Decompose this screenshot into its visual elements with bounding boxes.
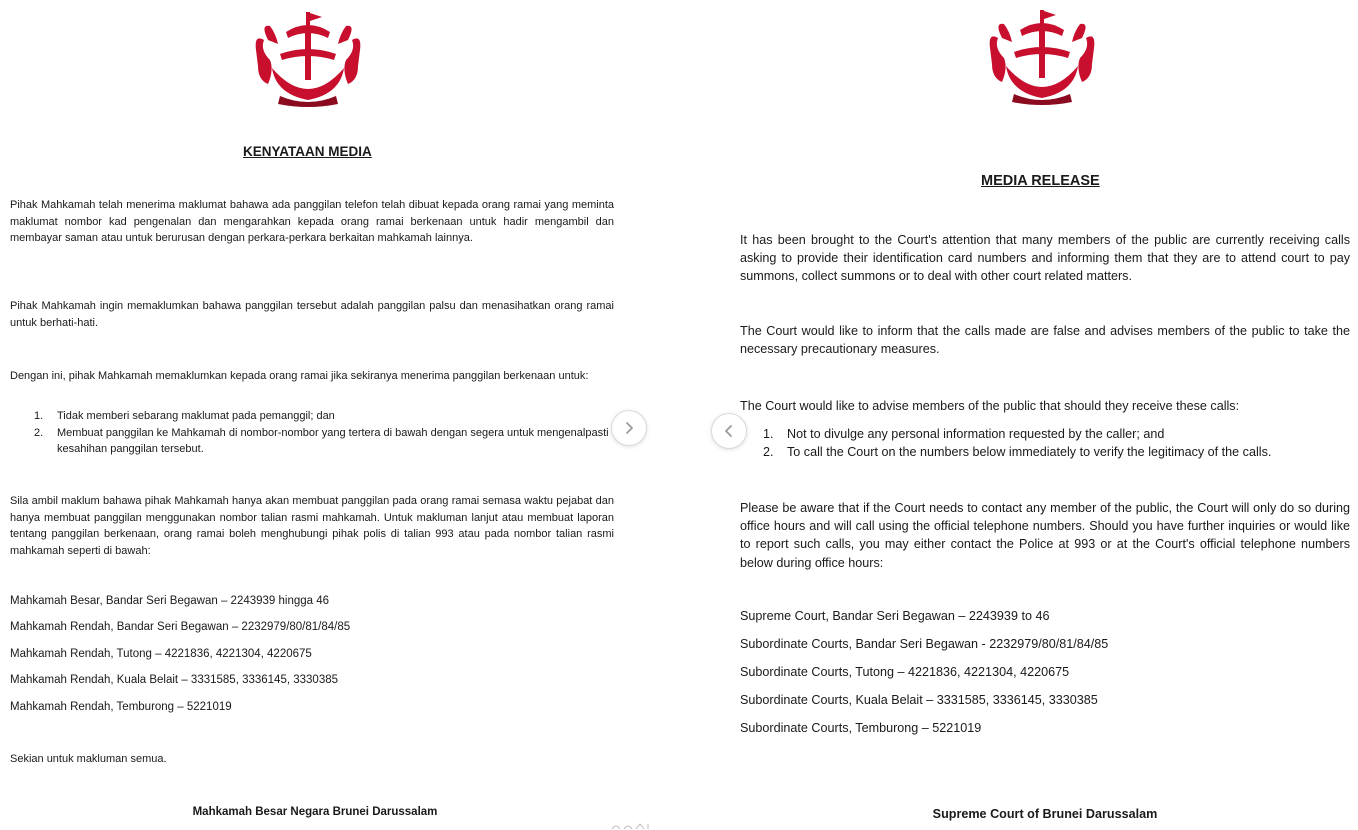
contact-line: Mahkamah Besar, Bandar Seri Begawan – 2243939 hingga 46 [10,595,330,607]
list-item-number: 2. [763,445,774,460]
paragraph-2: The Court would like to inform that the calls made are false and advises members of the public to take the necessary precautionary measures. [740,324,1350,357]
list-item-number: 1. [763,427,774,441]
issuer-footer: Supreme Court of Brunei Darussalam [932,807,1158,821]
watermark-fragment-icon [610,822,654,830]
list-item-text: Membuat panggilan ke Mahkamah di nombor-nombor yang tertera di bawah dengan segera untuk mengenalpasti kesahihan panggilan tersebut. [57,426,609,455]
slide-malay [0,0,640,830]
list-item-text: Tidak memberi sebarang maklumat pada pemanggil; dan [57,410,335,422]
list-item-text: To call the Court on the numbers below immediately to verify the legitimacy of the calls. [787,445,1272,460]
paragraph-4: Sila ambil maklum bahawa pihak Mahkamah hanya akan membuat panggilan pada orang ramai semasa waktu pejabat dan hanya membuat panggilan menggunakan nombor talian rasmi mahkamah. Untuk makluman lanjut atau membuat laporan tentang panggilan berkenaan, orang ramai boleh menghubungi pihak polis di talian 993 atau pada nombor talian rasmi mahkamah seperti di bawah: [10,495,614,557]
carousel-prev-button[interactable] [711,413,747,449]
crest-emblem-icon [984,8,1100,106]
contact-line: Mahkamah Rendah, Kuala Belait – 3331585, 3336145, 3330385 [10,674,339,686]
closing-line: Sekian untuk makluman semua. [10,753,167,765]
paragraph-4: Please be aware that if the Court needs to contact any member of the public, the Court will only do so during office hours and will call using the official telephone numbers. Should you have further inquiries or would like to report such calls, you may either contact the Police at 993 or at the Court's official telephone numbers below during office hours: [740,501,1350,570]
list-item-text: Not to divulge any personal information requested by the caller; and [787,427,1165,441]
list-item [763,443,1353,461]
instruction-list [34,408,614,458]
contact-line: Mahkamah Rendah, Tutong – 4221836, 4221304, 4220675 [10,648,312,660]
list-item [34,425,614,458]
list-item-number: 2. [34,426,44,439]
paragraph-2: Pihak Mahkamah ingin memaklumkan bahawa panggilan tersebut adalah panggilan palsu dan menasihatkan orang ramai untuk berhati-hati. [10,300,614,329]
list-item [34,408,614,425]
slide-english [700,0,1358,830]
contact-line: Subordinate Courts, Kuala Belait – 3331585, 3336145, 3330385 [740,693,1098,707]
contact-line: Subordinate Courts, Temburong – 5221019 [740,721,982,735]
chevron-left-icon [722,424,736,438]
list-item [763,425,1353,443]
contact-line: Subordinate Courts, Bandar Seri Begawan - 2232979/80/81/84/85 [740,637,1109,651]
chevron-right-icon [622,421,636,435]
paragraph-1: It has been brought to the Court's attention that many members of the public are currently receiving calls asking to provide their identification card numbers and informing them that they are to attend court to pay summons, collect summons or to deal with other court related matters. [740,233,1350,284]
list-item-number: 1. [34,410,44,422]
contact-line: Subordinate Courts, Tutong – 4221836, 4221304, 4220675 [740,665,1070,679]
contact-line: Mahkamah Rendah, Temburong – 5221019 [10,701,232,713]
brunei-crest-logo [250,10,366,108]
crest-emblem-icon [250,10,366,108]
issuer-footer: Mahkamah Besar Negara Brunei Darussalam [192,806,438,818]
brunei-crest-logo [984,8,1100,106]
document-title: KENYATAAN MEDIA [243,144,372,159]
contact-line: Mahkamah Rendah, Bandar Seri Begawan – 2232979/80/81/84/85 [10,621,351,633]
paragraph-1: Pihak Mahkamah telah menerima maklumat bahawa ada panggilan telefon telah dibuat kepada orang ramai yang meminta maklumat nombor kad pengenalan dan mengarahkan kepada orang ramai berkenaan untuk hadir mengambil dan membayar saman atau untuk berurusan dengan perkara-perkara berkaitan mahkamah lainnya. [10,199,614,244]
document-title: MEDIA RELEASE [981,173,1100,189]
paragraph-3: Dengan ini, pihak Mahkamah memaklumkan kepada orang ramai jika sekiranya menerima panggilan berkenaan untuk: [10,370,589,382]
contact-line: Supreme Court, Bandar Seri Begawan – 2243939 to 46 [740,609,1050,623]
paragraph-3: The Court would like to advise members of the public that should they receive these calls: [740,399,1240,413]
instruction-list [763,425,1353,461]
carousel-next-button[interactable] [611,410,647,446]
